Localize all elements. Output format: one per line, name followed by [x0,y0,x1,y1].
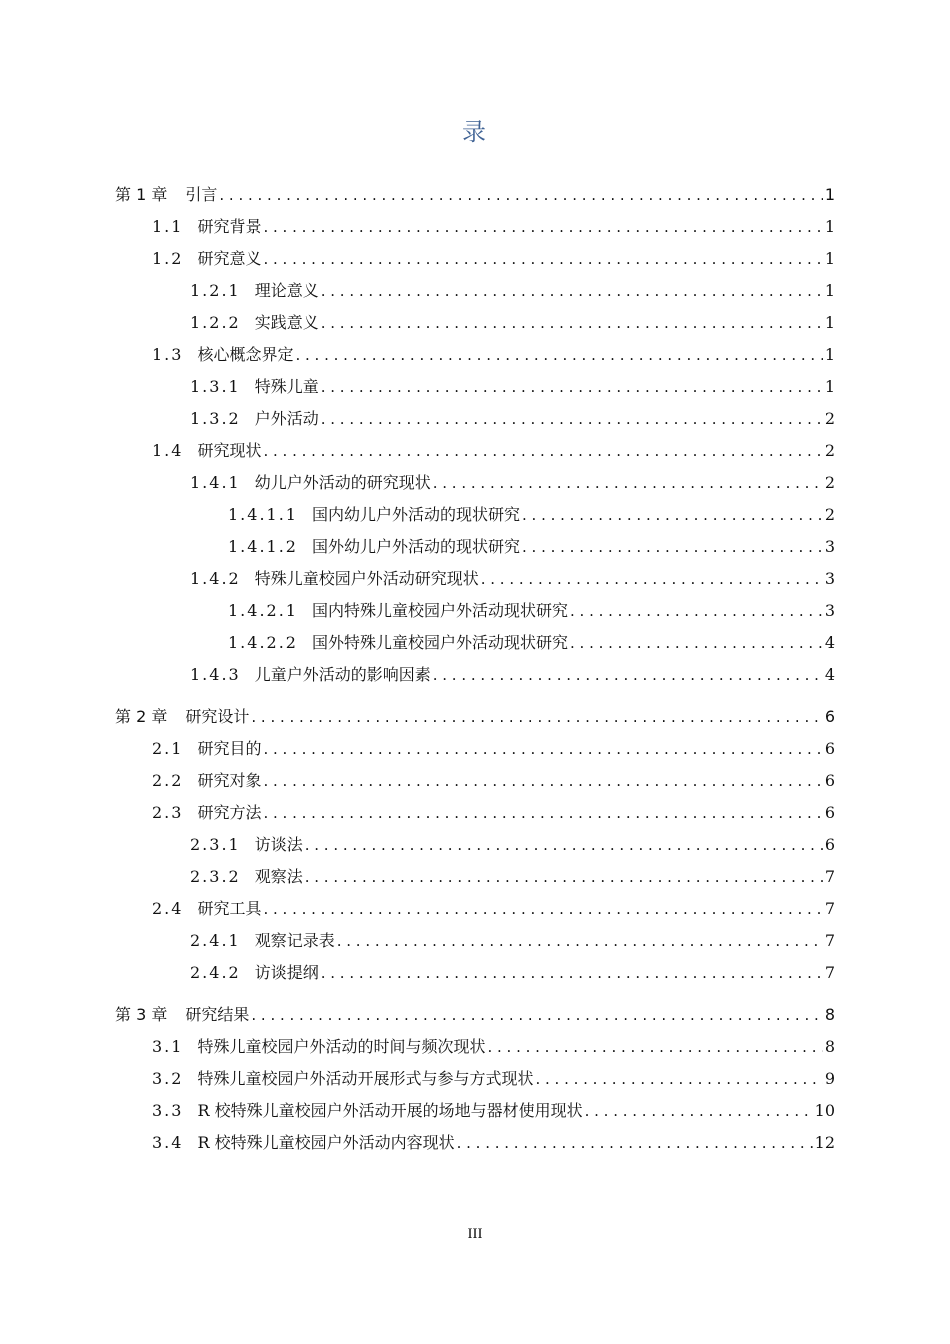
toc-entry-number: 3.3 [152,1101,184,1120]
toc-dot-leader [585,1096,813,1126]
toc-dot-leader [457,1128,813,1158]
toc-entry[interactable] [190,468,835,498]
toc-entry-page: 6 [824,771,835,790]
toc-entry-page: 4 [824,665,835,684]
toc-entry-page: 8 [824,1037,835,1056]
toc-dot-leader [321,308,823,338]
toc-dot-leader [321,276,823,306]
toc-entry[interactable] [190,958,835,988]
toc-entry[interactable] [152,244,835,274]
toc-entry-page: 1 [824,345,835,364]
toc-entry-number: 2.4.1 [190,931,241,950]
toc-entry-number: 2.4 [152,899,184,918]
toc-entry[interactable] [190,660,835,690]
toc-entry[interactable] [152,1032,835,1062]
toc-entry-page: 1 [824,249,835,268]
toc-entry-title: 观察记录表 [254,931,335,950]
toc-entry-number: 1.4.2 [190,569,241,588]
toc-entry-number: 1.4.1.1 [228,505,298,524]
toc-entry-number: 1.1 [152,217,184,236]
toc-dot-leader [337,926,823,956]
toc-entry[interactable] [152,1096,835,1126]
toc-dot-leader [251,702,822,732]
toc-entry-number: 1.2 [152,249,184,268]
toc-entry-number: 2.1 [152,739,184,758]
toc-entry-title: 引言 [185,185,218,204]
toc-dot-leader [263,766,822,796]
toc-entry-title: 实践意义 [254,313,319,332]
toc-entry-page: 10 [814,1101,835,1120]
toc-dot-leader [433,660,823,690]
toc-dot-leader [295,340,822,370]
toc-entry[interactable] [152,212,835,242]
toc-entry-title: 国外幼儿户外活动的现状研究 [311,537,520,556]
toc-entry-number: 1.3 [152,345,184,364]
toc-entry-number: 1.3.1 [190,377,241,396]
toc-entry-title: 国外特殊儿童校园户外活动现状研究 [311,633,568,652]
toc-entry-page: 3 [824,569,835,588]
toc-entry-number: 1.3.2 [190,409,241,428]
toc-entry-number: 第 2 章 [115,707,168,726]
toc-entry-title: 观察法 [254,867,303,886]
toc-dot-leader [570,628,823,658]
toc-dot-leader [321,404,823,434]
toc-chapter-entry[interactable] [115,180,835,210]
toc-entry[interactable] [190,308,835,338]
toc-entry-page: 1 [824,217,835,236]
toc-dot-leader [522,500,823,530]
toc-entry-number: 2.3.1 [190,835,241,854]
toc-entry-number: 2.4.2 [190,963,241,982]
toc-entry[interactable] [190,276,835,306]
toc-entry[interactable] [152,894,835,924]
toc-entry-page: 2 [824,409,835,428]
toc-entry[interactable] [228,500,835,530]
toc-entry-number: 第 3 章 [115,1005,168,1024]
toc-entry-page: 7 [824,899,835,918]
toc-entry-title: 特殊儿童校园户外活动开展形式与参与方式现状 [197,1069,534,1088]
toc-entry[interactable] [190,926,835,956]
toc-entry-page: 6 [824,803,835,822]
toc-entry-number: 2.2 [152,771,184,790]
toc-entry-title: 访谈法 [254,835,303,854]
toc-entry-title: 研究对象 [197,771,262,790]
toc-dot-leader [263,734,822,764]
page-number: III [467,1226,483,1242]
toc-dot-leader [481,564,823,594]
toc-entry[interactable] [190,372,835,402]
toc-entry-title: 研究意义 [197,249,262,268]
toc-entry-page: 2 [824,441,835,460]
toc-dot-leader [263,212,822,242]
toc-entry[interactable] [190,862,835,892]
toc-entry-title: 特殊儿童校园户外活动研究现状 [254,569,479,588]
toc-dot-leader [305,830,823,860]
toc-entry[interactable] [228,596,835,626]
toc-entry[interactable] [152,436,835,466]
toc-entry-number: 1.4.1 [190,473,241,492]
toc-dot-leader [321,372,823,402]
toc-entry-number: 1.4.3 [190,665,241,684]
toc-entry[interactable] [190,404,835,434]
toc-entry-title: R 校特殊儿童校园户外活动内容现状 [197,1133,455,1152]
toc-entry-page: 1 [824,377,835,396]
toc-entry-title: 研究结果 [185,1005,250,1024]
toc-entry-page: 2 [824,473,835,492]
toc-entry-title: 特殊儿童校园户外活动的时间与频次现状 [197,1037,486,1056]
toc-dot-leader [263,798,822,828]
toc-entry-page: 6 [824,835,835,854]
toc-entry-title: 户外活动 [254,409,319,428]
page-title: 录 [462,118,488,146]
toc-dot-leader [433,468,823,498]
toc-dot-leader [321,958,823,988]
toc-entry-page: 7 [824,867,835,886]
toc-chapter-entry[interactable] [115,1000,835,1030]
toc-entry-title: 国内特殊儿童校园户外活动现状研究 [311,601,568,620]
toc-entry-number: 3.1 [152,1037,184,1056]
toc-entry-number: 1.2.2 [190,313,241,332]
toc-dot-leader [251,1000,822,1030]
toc-entry-number: 1.4.1.2 [228,537,298,556]
toc-entry-number: 1.2.1 [190,281,241,300]
toc-entry-page: 7 [824,963,835,982]
toc-entry-number: 3.2 [152,1069,184,1088]
toc-dot-leader [219,180,822,210]
toc-entry-page: 1 [824,185,835,204]
toc-dot-leader [305,862,823,892]
toc-entry[interactable] [152,734,835,764]
toc-dot-leader [263,244,822,274]
toc-entry-title: 儿童户外活动的影响因素 [254,665,431,684]
toc-entry-number: 2.3 [152,803,184,822]
toc-entry-number: 1.4.2.1 [228,601,298,620]
toc-entry[interactable] [228,532,835,562]
toc-entry-title: 访谈提纲 [254,963,319,982]
toc-entry-page: 8 [824,1005,835,1024]
toc-entry-page: 3 [824,601,835,620]
toc-entry-title: 幼儿户外活动的研究现状 [254,473,431,492]
toc-entry-title: R 校特殊儿童校园户外活动开展的场地与器材使用现状 [197,1101,583,1120]
toc-entry-title: 研究目的 [197,739,262,758]
toc-entry-page: 2 [824,505,835,524]
toc-dot-leader [487,1032,822,1062]
toc-entry[interactable] [152,798,835,828]
toc-dot-leader [263,436,822,466]
toc-entry[interactable] [152,340,835,370]
toc-entry-page: 6 [824,739,835,758]
toc-entry-page: 6 [824,707,835,726]
toc-entry-page: 4 [824,633,835,652]
toc-entry-number: 2.3.2 [190,867,241,886]
toc-entry-page: 1 [824,313,835,332]
toc-entry-title: 研究工具 [197,899,262,918]
toc-entry-title: 研究现状 [197,441,262,460]
toc-entry-title: 核心概念界定 [197,345,294,364]
toc-entry-number: 1.4 [152,441,184,460]
toc-dot-leader [570,596,823,626]
toc-dot-leader [535,1064,822,1094]
toc-entry-page: 1 [824,281,835,300]
toc-entry-title: 研究设计 [185,707,250,726]
toc-entry-title: 研究背景 [197,217,262,236]
toc-entry-number: 3.4 [152,1133,184,1152]
toc-entry[interactable] [152,1128,835,1158]
toc-chapter-entry[interactable] [115,702,835,732]
toc-entry-number: 1.4.2.2 [228,633,298,652]
toc-entry[interactable] [190,564,835,594]
toc-entry-title: 国内幼儿户外活动的现状研究 [311,505,520,524]
toc-entry[interactable] [152,1064,835,1094]
toc-entry-number: 第 1 章 [115,185,168,204]
toc-entry-page: 9 [824,1069,835,1088]
toc-entry-page: 3 [824,537,835,556]
toc-entry-page: 7 [824,931,835,950]
toc-dot-leader [263,894,822,924]
toc-entry-title: 特殊儿童 [254,377,319,396]
toc-entry[interactable] [228,628,835,658]
toc-entry[interactable] [152,766,835,796]
toc-entry-page: 12 [814,1133,835,1152]
toc-entry-title: 研究方法 [197,803,262,822]
toc-dot-leader [522,532,823,562]
toc-entry-title: 理论意义 [254,281,319,300]
toc-entry[interactable] [190,830,835,860]
